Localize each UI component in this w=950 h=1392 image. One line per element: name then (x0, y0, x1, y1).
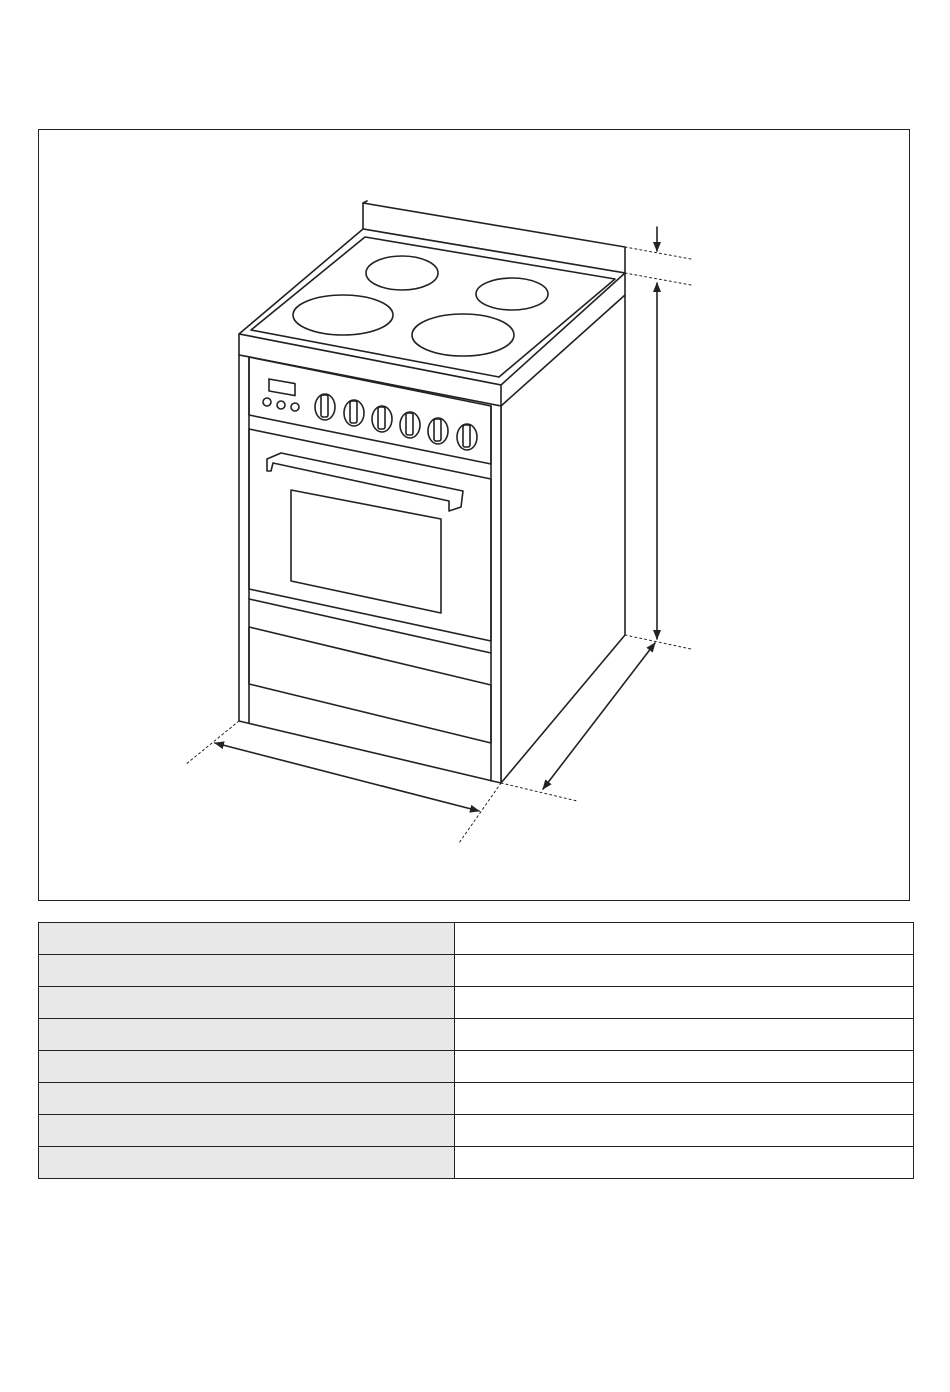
cooker-diagram (39, 130, 911, 902)
row-label (39, 987, 455, 1019)
row-label (39, 1019, 455, 1051)
table-row (39, 955, 914, 987)
row-label (39, 1147, 455, 1179)
table-row (39, 1051, 914, 1083)
row-value (455, 987, 914, 1019)
row-value (455, 923, 914, 955)
table-row (39, 1115, 914, 1147)
row-label (39, 923, 455, 955)
spec-table (38, 922, 914, 1179)
row-value (455, 1083, 914, 1115)
row-label (39, 1051, 455, 1083)
row-value (455, 955, 914, 987)
table-row (39, 1147, 914, 1179)
row-label (39, 1083, 455, 1115)
table-row (39, 1083, 914, 1115)
figure-frame (38, 129, 910, 901)
table-row (39, 1019, 914, 1051)
row-value (455, 1019, 914, 1051)
row-value (455, 1147, 914, 1179)
row-label (39, 955, 455, 987)
table-row (39, 987, 914, 1019)
row-value (455, 1051, 914, 1083)
table-row (39, 923, 914, 955)
row-label (39, 1115, 455, 1147)
top-clearance-arrow (625, 227, 691, 285)
row-value (455, 1115, 914, 1147)
cabinet-front (239, 355, 501, 783)
height-arrow (625, 283, 691, 649)
